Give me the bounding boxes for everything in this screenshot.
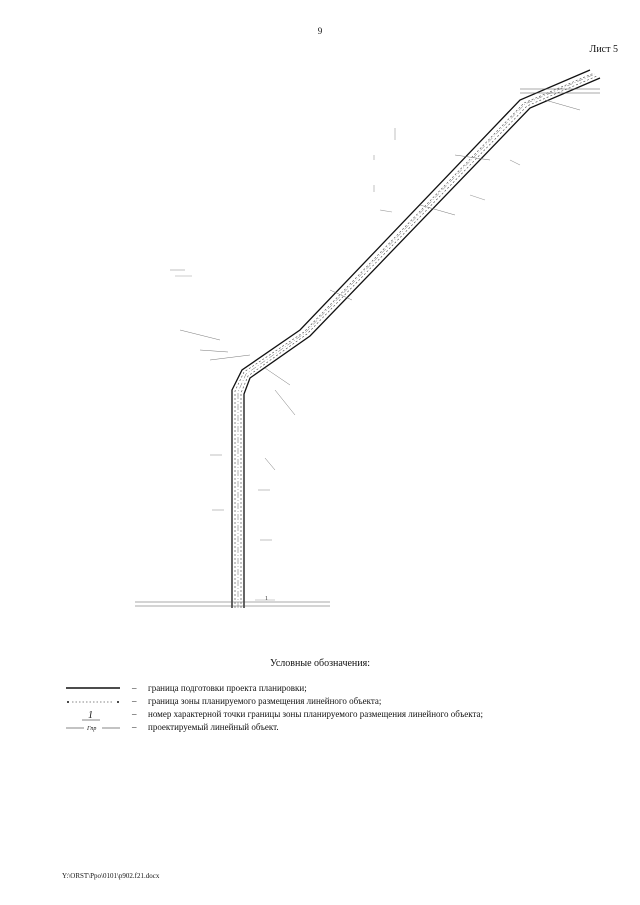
legend-dash: –: [132, 709, 137, 719]
footer-file-path: Y:\ORST\Ppo\0101\p902.f21.docx: [62, 872, 160, 880]
sheet-label: Лист 5: [589, 44, 618, 55]
point-number-icon: [62, 708, 124, 721]
pipeline-code-text: Гпр: [87, 726, 97, 732]
page-number: 9: [317, 26, 323, 36]
legend-dash: –: [132, 722, 137, 732]
dotted-line-icon: [62, 695, 124, 708]
legend-dash: –: [132, 683, 137, 693]
pipeline-axis: [238, 74, 595, 608]
boundary-point-label: 1: [265, 596, 268, 602]
solid-line-icon: [62, 682, 124, 695]
point-number-text: 1: [88, 710, 93, 721]
legend-item: [62, 708, 622, 721]
legend-item: [62, 721, 622, 734]
legend-text: граница зоны планируемого размещения линейного объекта;: [148, 696, 382, 706]
placement-zone-boundary: [235, 73, 597, 608]
planning-boundary: [232, 70, 600, 608]
legend-item: [62, 682, 622, 695]
legend-dash: –: [132, 696, 137, 706]
legend: [62, 682, 622, 734]
annotation-marks: [170, 128, 520, 600]
legend-text: граница подготовки проекта планировки;: [148, 683, 307, 693]
legend-text: проектируемый линейный объект.: [148, 722, 279, 732]
survey-marks: [180, 100, 580, 470]
legend-title: Условные обозначения:: [269, 658, 370, 669]
legend-item: [62, 695, 622, 708]
legend-text: номер характерной точки границы зоны планируемого размещения линейного объекта;: [148, 709, 484, 719]
reference-lines-top: [520, 89, 600, 93]
pipeline-icon: [62, 721, 124, 734]
